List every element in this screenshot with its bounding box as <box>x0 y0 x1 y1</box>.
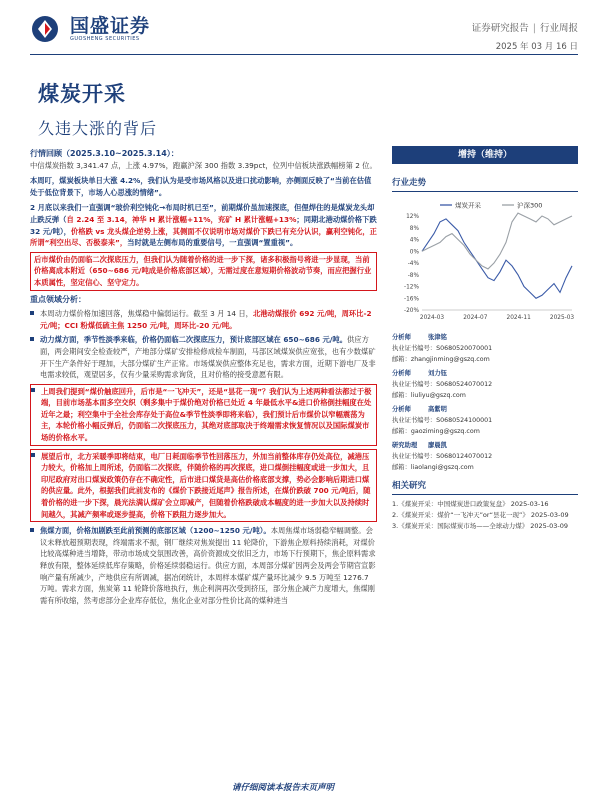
analyst-reg: 执业证书编号：S0680520070001 <box>392 345 493 352</box>
y-tick-label: 0% <box>409 249 419 256</box>
p2-text-b: ；同期北港动煤价格下跌 32 元/吨）， <box>30 214 377 236</box>
main-body <box>30 146 377 606</box>
bullet-1 <box>30 308 377 331</box>
analyst-name: 刘力钰 <box>428 370 447 377</box>
analyst-reg: 执业证书编号：S0680524070012 <box>392 381 493 388</box>
logo <box>30 14 150 44</box>
paragraph-2 <box>30 202 377 248</box>
page-subtitle: 久违大涨的背后 <box>38 119 158 138</box>
sidebar <box>392 146 578 532</box>
paragraph-3: 后市煤价由仍面临二次探底压力，但我们认为随着价格的进一步下探，诸多积极指号将进一步显现，当前价格离成本附近（650~686 元/吨成是价格底部区域），无需过度在意短期价格波动节奏，而应把握行业本质属性，坚定信心、坚守定力。 <box>30 252 377 291</box>
x-tick-label: 2024-11 <box>506 315 531 321</box>
analyst-2 <box>392 404 578 437</box>
p2-highlight-2: 价格跌 vs 龙头煤企逆势上涨，其侧面不仅说明市场对煤价下跌已有充分认识，赢利空钝化，正所谓“利空出尽、否极泰来”， <box>30 226 377 248</box>
related-item[interactable]: 3.《煤炭开采：国际煤炭市场——全球动力煤》 2025-03-09 <box>392 522 569 530</box>
report-type: 证券研究报告 <box>471 23 529 34</box>
logo-text: 国盛证券 <box>70 15 151 37</box>
analyst-email: 邮箱：zhangjinming@gszq.com <box>392 356 490 363</box>
trend-title: 行业走势 <box>392 176 578 192</box>
series-line <box>422 213 572 269</box>
analyst-1 <box>392 368 578 401</box>
y-tick-label: 8% <box>409 225 419 232</box>
related-item[interactable]: 2.《煤炭开采：煤价“一飞冲天”or“昙花一现”》 2025-03-09 <box>392 511 569 519</box>
separator: | <box>532 23 536 34</box>
review-text: 中信煤炭指数 3,341.47 点，上涨 4.97%，跑赢沪深 300 指数 3.39pct，位列中信板块涨跌幅榜第 2 位。 <box>30 160 377 170</box>
related-title: 相关研究 <box>392 479 578 495</box>
x-tick-label: 2024-07 <box>463 315 488 321</box>
analyst-0 <box>392 332 578 365</box>
analyst-email: 邮箱：liuliyu@gszq.com <box>392 392 466 399</box>
b1-text: 本周动力煤价格加速回落，焦煤稳中偏弱运行。截至 3 月 14 日， <box>40 309 253 319</box>
y-tick-label: 4% <box>409 237 419 244</box>
b5-text: 本周焦煤市场弱稳窄幅调整。会议未释放超预期表现，终端需求不振，钢厂继续对焦炭提出 11 轮降价，下游焦企原料持续消耗，对煤价比较高煤种进当增降，带动市场成交氛围改善，高价资源成交依旧乏力，市场下行预期下，焦企原料需求释放有限，整体延续低库存策略，价格延续弱稳运行。供应方面，本周部分煤矿因两会及两会节期官宣影响产量有所减少，产地供应有所调减，据冶闭统计，本周样本煤矿煤产量环比减少 9.5 万吨至 1276.7 万吨。需求方面，焦炭第 11 轮降价落地执行，焦企利润再次受到挤压，部分焦企减产力度增大，焦煤刚需有所收缩，然考虑部分企业库存低位，焦化企业对部分性价比高的煤种进当 <box>40 526 376 605</box>
y-tick-label: -20% <box>404 308 419 314</box>
focus-title: 重点领域分析： <box>30 294 86 304</box>
bullet-2 <box>30 334 377 380</box>
analyst-reg: 执业证书编号：S0680124070012 <box>392 453 493 460</box>
analyst-name: 高紫明 <box>428 406 447 413</box>
analyst-role: 分析师 <box>392 370 411 377</box>
b1-highlight: 北港动煤报价 692 元/吨，周环比-2 元/吨；CCI 粉煤低硫主焦 1250 元/吨，周环比-20 元/吨。 <box>40 309 372 330</box>
logo-mark-icon <box>30 14 64 44</box>
trend-chart <box>392 198 578 324</box>
report-date: 2025 年 03 月 16 日 <box>495 42 578 52</box>
related-list <box>392 499 578 532</box>
analyst-3 <box>392 440 578 473</box>
b2-text: 供应方面，两会期间安全检查较严，产地部分煤矿安排检修成检车制面，马部区域煤炭供应宽张，也有少数煤矿开下生产条件好于理加，大部分煤矿生产正常。市场煤炭供应整体充足也，需求方面，近期下游电厂及非电需求较低，观望居多，仅有少量采购需求询货，且对价格的接受意愿有限。 <box>40 335 376 380</box>
legend-label: 沪深300 <box>517 201 543 210</box>
related-item[interactable]: 1.《煤炭开采：中国煤炭进口政策复盘》 2025-03-16 <box>392 500 549 508</box>
rating-badge: 增持（维持） <box>392 146 578 164</box>
analyst-name: 廖晨凯 <box>428 442 447 449</box>
x-tick-label: 2024-03 <box>419 315 445 321</box>
analyst-name: 张津铭 <box>428 334 447 341</box>
report-category <box>472 20 578 34</box>
analyst-role: 分析师 <box>392 334 411 341</box>
y-tick-label: 12% <box>406 214 419 220</box>
page-header <box>0 0 600 58</box>
analyst-email: 邮箱：liaolangi@gszq.com <box>392 464 474 471</box>
footer-disclaimer: 请仔细阅读本报告末页声明 <box>232 783 335 793</box>
analyst-email: 邮箱：gaoziming@gszq.com <box>392 428 480 435</box>
p2-text-c: 当时就是左侧布局的重要信号，一直强调“置重视”。 <box>127 238 298 248</box>
y-tick-label: -8% <box>407 272 419 279</box>
analyst-role: 研究助理 <box>392 442 418 449</box>
y-tick-label: -12% <box>404 284 419 291</box>
p2-text-a: 2 月底以来我们一直强调“玻价利空钝化→布局时机已至”，前期煤价虽加速探底，但俚焊住的是煤炭龙头却止跌反弹（ <box>30 203 375 224</box>
paragraph-1: 本周叮，煤炭板块单日大涨 4.2%，我们认为是受市场风格以及进口扰动影响，亦侧面反映了“当前在估值处于低位背景下，市场人心思涨的情绪”。 <box>30 176 372 197</box>
bullet-5 <box>30 525 377 606</box>
page-footer <box>0 777 600 795</box>
analyst-reg: 执业证书编号：S0680524100001 <box>392 417 493 424</box>
analyst-list <box>392 332 578 473</box>
y-tick-label: -4% <box>407 261 419 267</box>
header-divider <box>30 54 578 55</box>
b5-lead: 焦煤方面，价格加剧跌至此前预测的底部区域（1200~1250 元/吨）。 <box>40 526 271 536</box>
b2-lead: 动力煤方面，季节性淡季来临，价格仍面临二次探底压力，预计底部区域在 650~686 元/吨。 <box>40 335 348 345</box>
page-title: 煤炭开采 <box>38 82 126 106</box>
review-title: 行情回顾（2025.3.10~2025.3.14）： <box>30 149 179 158</box>
y-tick-label: -16% <box>404 296 419 303</box>
analyst-role: 分析师 <box>392 406 411 413</box>
x-tick-label: 2025-03 <box>549 315 575 321</box>
p2-highlight: 自 2.24 至 3.14，神华 H 累计涨幅+11%，兖矿 H 累计涨幅+13% <box>66 214 297 224</box>
bullet-4: 展望后市，北方采暖季即将结束，电厂日耗面临季节性回落压力，外加当前整体库存仍处高位，减港压力较大，价格加上周所述，仍面临二次探底，伴随价格的再次探底，进口煤倒挂幅度或进一步加大，且印尼政府对出口煤炭政策仍存在不确定性，后市进口煤货是高估价格底部支撑，势必会影响后期进口煤的供应量。此外，根据我们此前发布的《煤价下跌接近尾声》报告所述，在煤价跌破 700 元/吨后，随着价格的进一步下探，晨光法满认煤矿会立即减产，但随着价格跌破成本幅度的进一步加大以及持续时间越久，其减产频率或逐步提高，价格下跌阻力逐步加大。 <box>30 449 377 523</box>
report-subtype: 行业周报 <box>539 23 578 34</box>
bullet-3: 上周我们提到“煤价触底回升，后市是“一飞冲天”，还是“昙花一现”？我们认为上述两种看法都过于极端，目前市场基本面多空交织（剩多集中于煤价绝对价格已处近 4 年最低水平&进口价格倒挂幅度在处近年之最；利空集中于全社会库存处于高位&季节性淡季即将来临），我们预计后市煤价以窄幅震荡为主，本轮价格小幅反弹后，仍面临二次探底压力，其绝对底部取决于终端需求恢复情况以及国际煤炭市场的价格水平。 <box>30 384 377 446</box>
logo-subtext: GUOSHENG SECURITIES <box>70 36 140 42</box>
legend-label: 煤炭开采 <box>455 201 481 210</box>
